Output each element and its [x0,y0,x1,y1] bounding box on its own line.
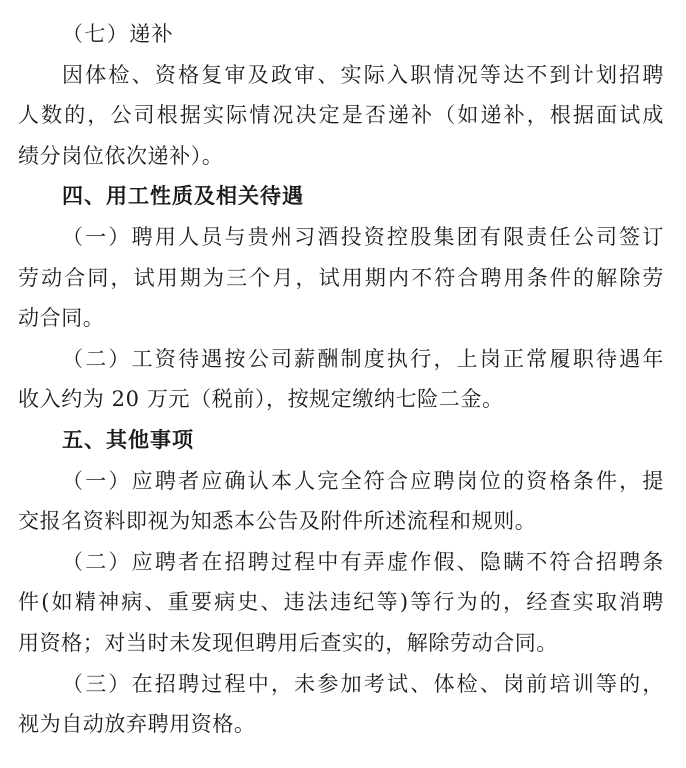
text-line: 劳动合同，试用期为三个月，试用期内不符合聘用条件的解除劳 [18,265,664,290]
text-line: （二）工资待遇按公司薪酬制度执行，上岗正常履职待遇年 [62,346,664,371]
text-line: 绩分岗位依次递补）。 [18,143,224,168]
paragraph-salary [18,339,664,420]
paragraph-absence [18,664,664,745]
section-heading-other-matters: 五、其他事项 [62,427,194,452]
text-line: 件(如精神病、重要病史、违法违纪等)等行为的，经查实取消聘 [18,590,664,615]
text-line: （三）在招聘过程中，未参加考试、体检、岗前培训等的， [62,671,664,696]
paragraph-labor-contract [18,217,664,339]
text-line: 动合同。 [18,306,105,331]
text-line: 因体检、资格复审及政审、实际入职情况等达不到计划招聘 [62,62,664,87]
text-line: 收入约为 20 万元（税前），按规定缴纳七险二金。 [18,387,504,412]
text-line: （二）应聘者在招聘过程中有弄虚作假、隐瞒不符合招聘条 [62,549,664,574]
text-line: 人数的，公司根据实际情况决定是否递补（如递补，根据面试成 [18,103,664,128]
paragraph-confirm-eligibility [18,461,664,542]
text-line: 交报名资料即视为知悉本公告及附件所述流程和规则。 [18,509,537,534]
text-line: （一）应聘者应确认本人完全符合应聘岗位的资格条件，提 [62,468,664,493]
paragraph-fraud [18,542,664,664]
section-heading-employment-nature: 四、用工性质及相关待遇 [62,184,304,209]
paragraph-supplement [18,55,664,177]
text-line: 视为自动放弃聘用资格。 [18,712,256,737]
text-line: 用资格；对当时未发现但聘用后查实的，解除劳动合同。 [18,630,558,655]
section-heading-supplement: （七）递补 [62,22,174,46]
text-line: （一）聘用人员与贵州习酒投资控股集团有限责任公司签订 [62,224,664,249]
